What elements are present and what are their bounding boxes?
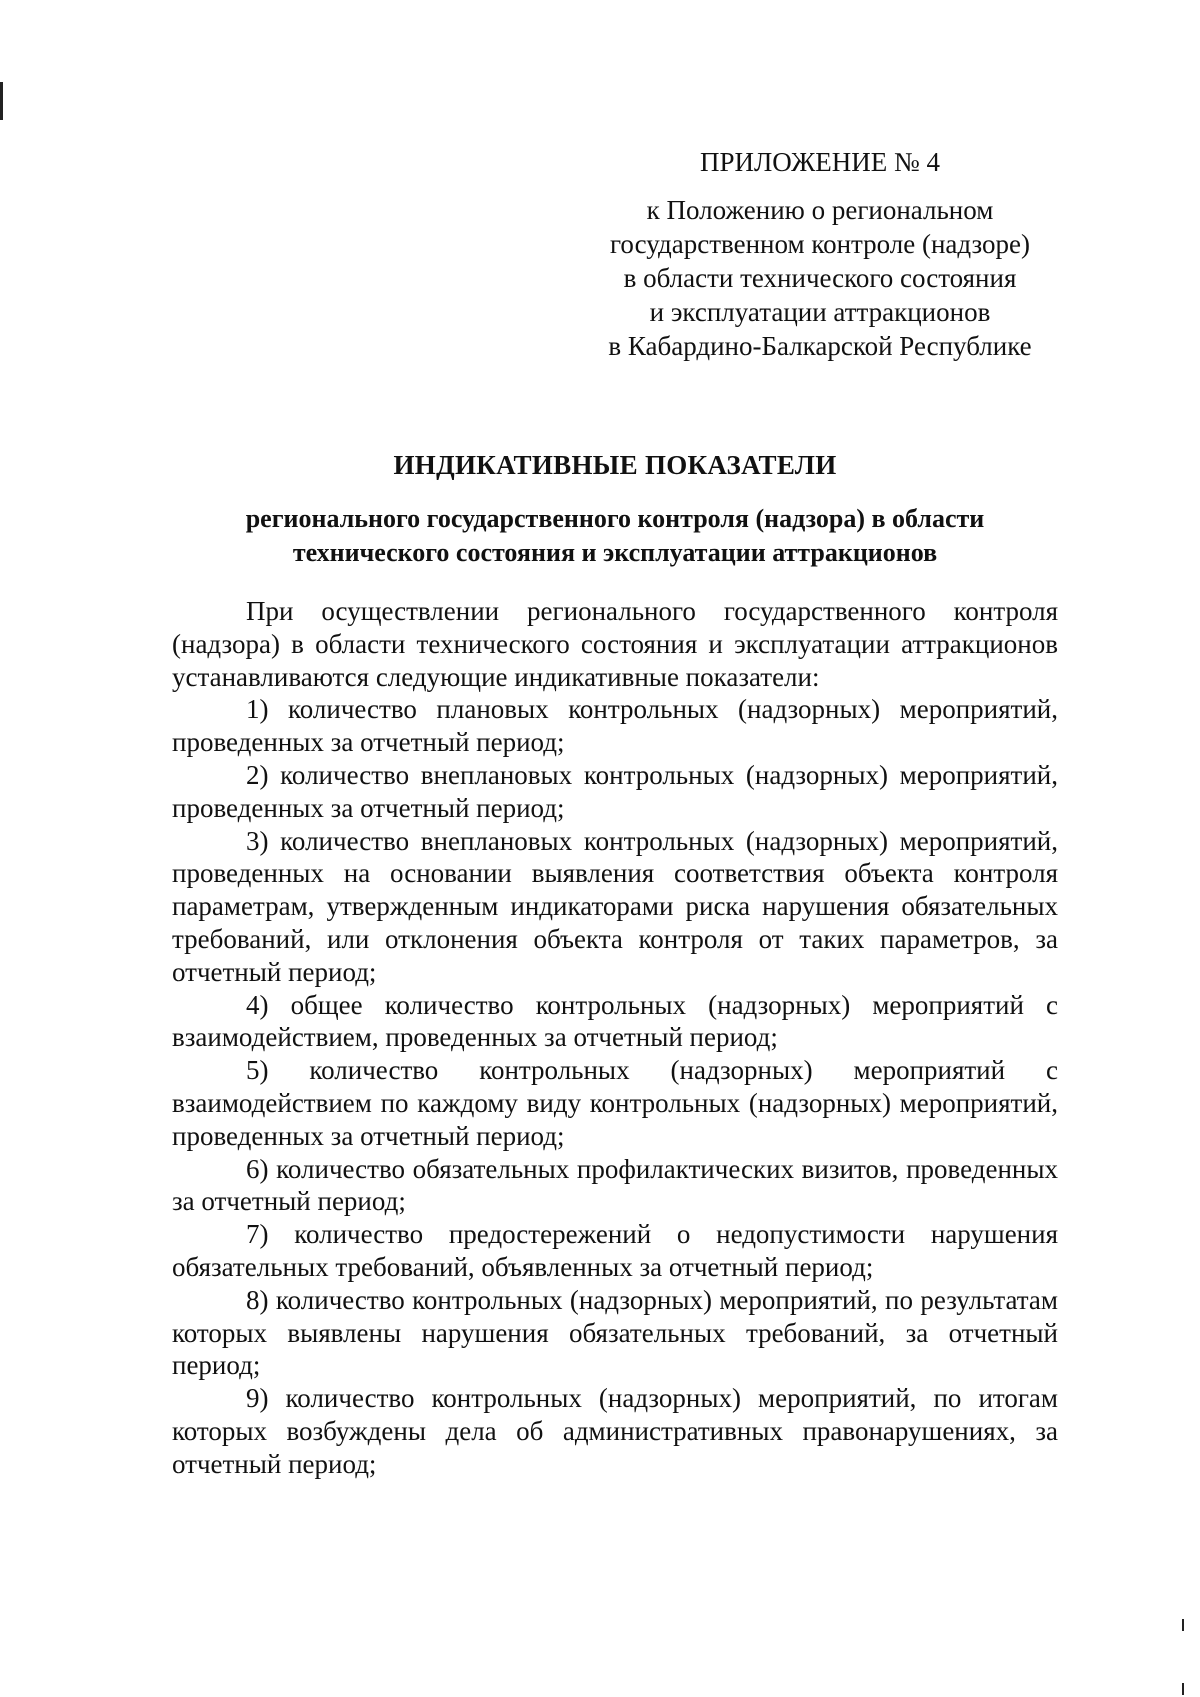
intro-paragraph: При осуществлении регионального государственного контроля (надзора) в области технического состояния и эксплуатации аттракционов устанавливаются следующие индикативные показатели:	[172, 596, 1058, 692]
indicator-item: 2) количество внеплановых контрольных (надзорных) мероприятий, проведенных за отчетный период;	[172, 759, 1058, 823]
indicator-item: 8) количество контрольных (надзорных) мероприятий, по результатам которых выявлены нарушения обязательных требований, за отчетный период;	[172, 1284, 1058, 1381]
scan-mark-left	[0, 82, 3, 120]
annex-line: в области технического состояния	[623, 263, 1017, 293]
annex-line: государственном контроле (надзоре)	[610, 229, 1030, 259]
scan-mark-right-2	[1182, 1683, 1184, 1695]
indicator-item: 4) общее количество контрольных (надзорных) мероприятий с взаимодействием, проведенных за отчетный период;	[172, 989, 1058, 1053]
indicator-item: 5) количество контрольных (надзорных) мероприятий с взаимодействием по каждому виду контрольных (надзорных) мероприятий, проведенных за отчетный период;	[172, 1055, 1058, 1151]
indicator-item: 1) количество плановых контрольных (надзорных) мероприятий, проведенных за отчетный период;	[172, 694, 1058, 758]
document-subtitle-line: регионального государственного контроля (надзора) в области	[245, 504, 985, 533]
annex-block	[560, 145, 1080, 363]
document-heading	[170, 448, 1060, 570]
annex-line: в Кабардино-Балкарской Республике	[608, 331, 1032, 361]
indicator-item: 3) количество внеплановых контрольных (надзорных) мероприятий, проведенных на основании выявления соответствия объекта контроля параметрам, утвержденным индикаторами риска нарушения обязательных требований, или отклонения объекта контроля от таких параметров, за отчетный период;	[172, 825, 1058, 987]
indicator-item: 9) количество контрольных (надзорных) мероприятий, по итогам которых возбуждены дела об административных правонарушениях, за отчетный период;	[172, 1383, 1058, 1479]
annex-line: и эксплуатации аттракционов	[649, 297, 991, 327]
document-subtitle-line: технического состояния и эксплуатации аттракционов	[292, 538, 938, 567]
annex-line: к Положению о региональном	[646, 195, 994, 225]
scan-mark-right-1	[1182, 1619, 1184, 1631]
document-body	[172, 595, 1058, 1481]
indicator-item: 7) количество предостережений о недопустимости нарушения обязательных требований, объявленных за отчетный период;	[172, 1219, 1058, 1282]
document-title: ИНДИКАТИВНЫЕ ПОКАЗАТЕЛИ	[393, 450, 837, 480]
indicator-item: 6) количество обязательных профилактических визитов, проведенных за отчетный период;	[172, 1153, 1058, 1217]
annex-title: ПРИЛОЖЕНИЕ № 4	[699, 147, 941, 177]
